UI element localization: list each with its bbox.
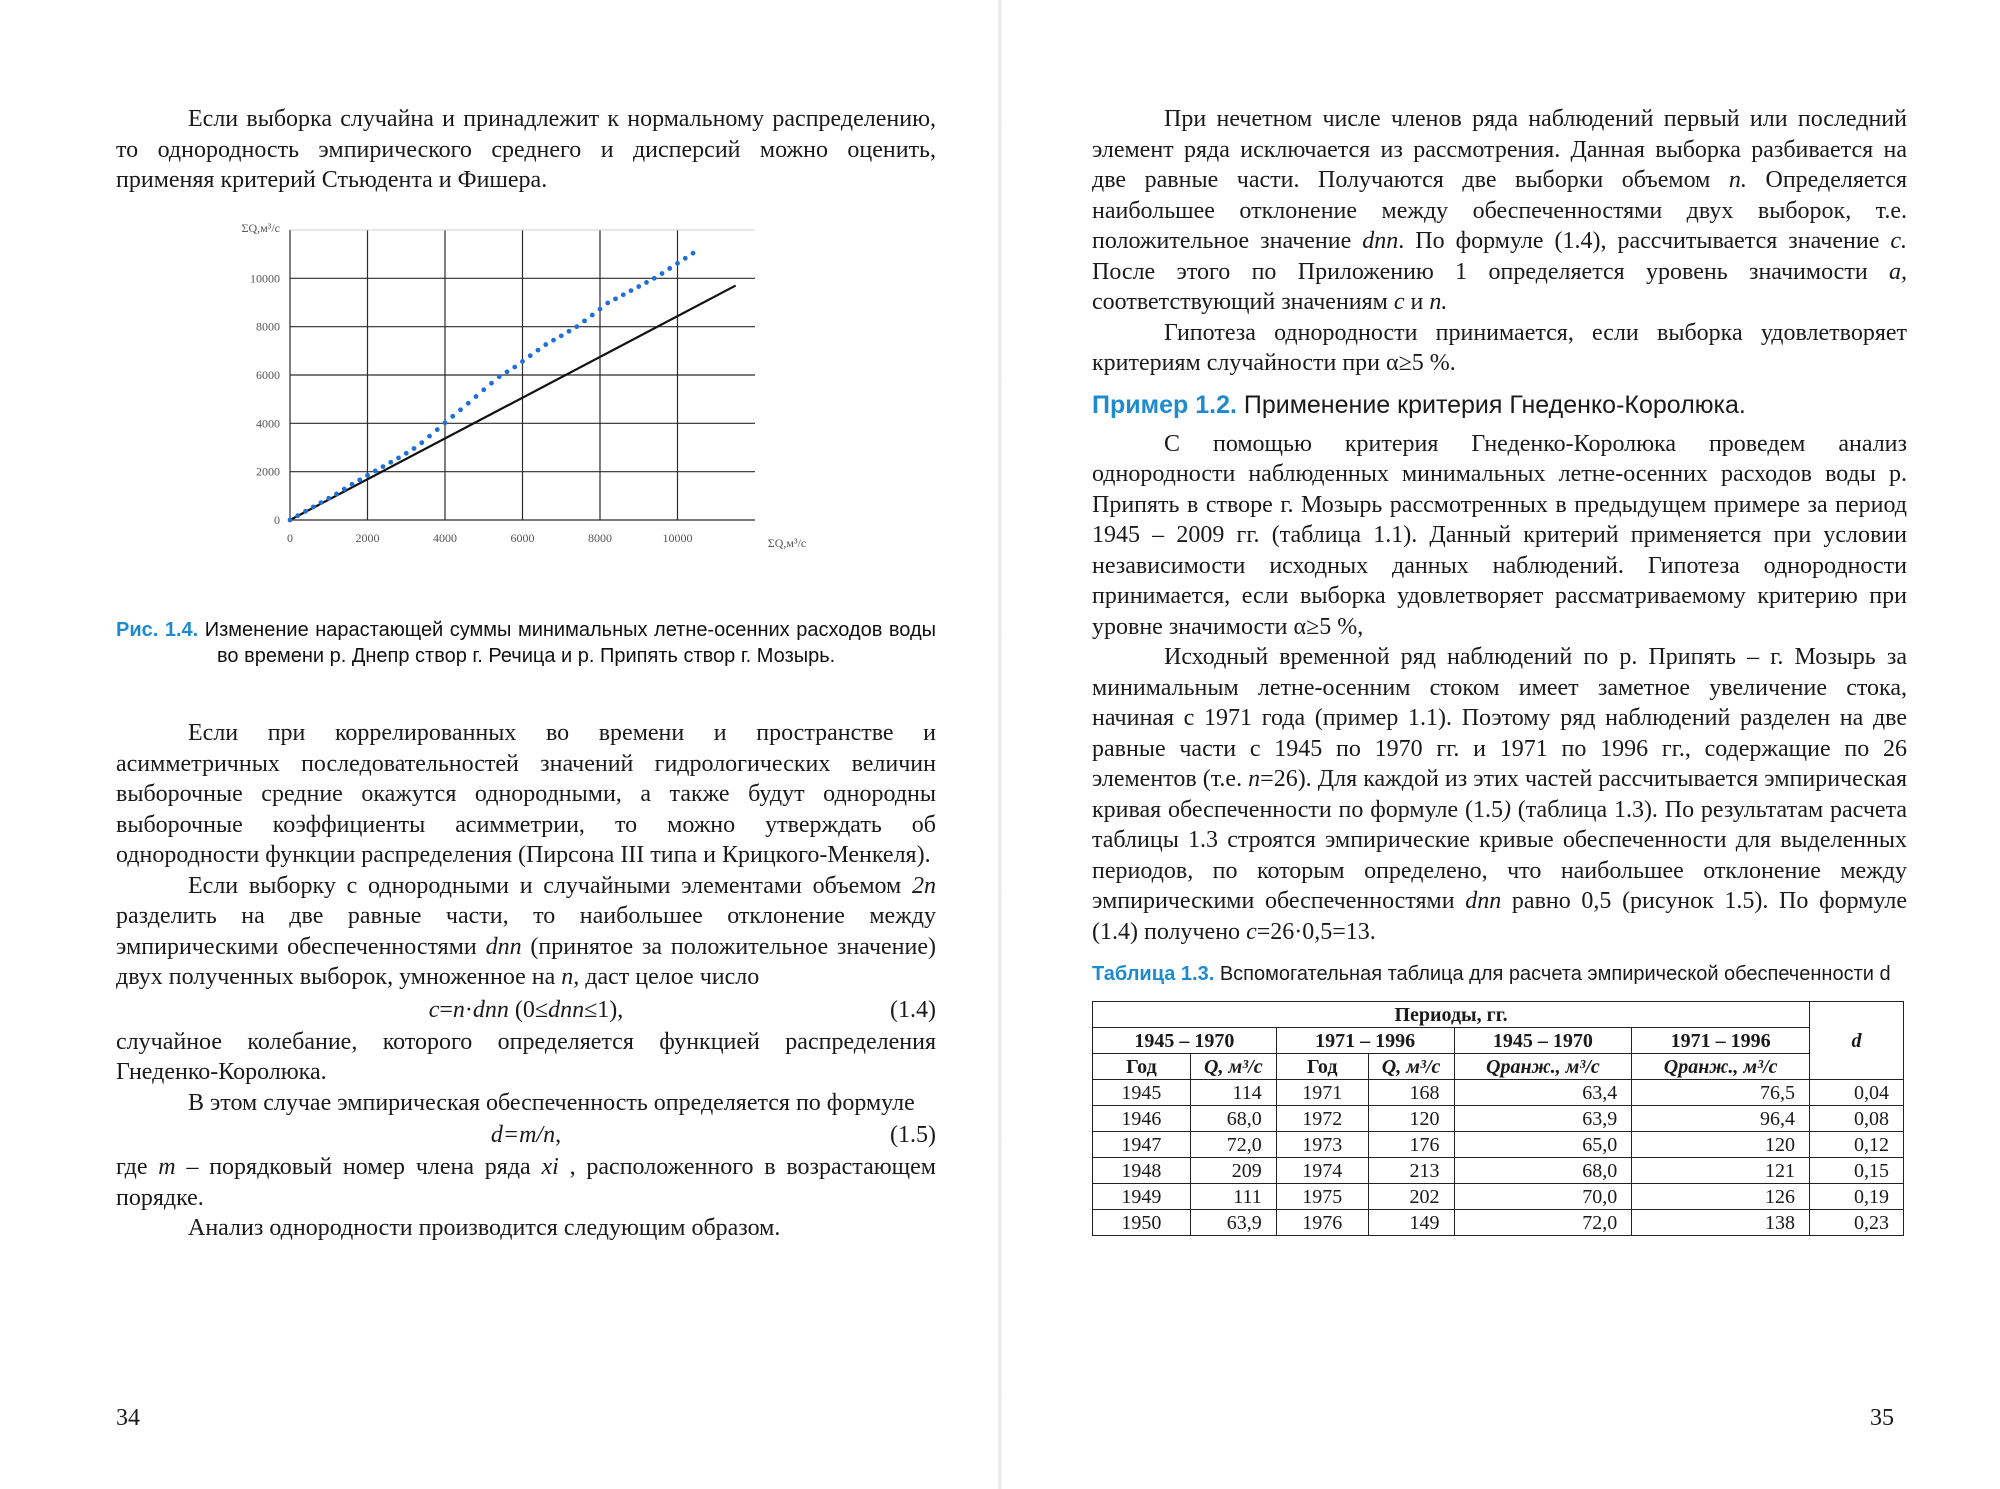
data-point [567,329,572,334]
table-row [1093,1184,1904,1210]
formula-1-4-expression [116,993,936,1027]
x-tick-label: 0 [287,531,293,545]
rp1-text-3: . По формуле (1.4), рассчитывается значение [1398,228,1891,254]
para3-text-1: Если выборку с однородными и случайными элементами объемом [188,872,912,899]
right-paragraph-4 [1092,642,1907,947]
y-axis-label: ΣQ,м³/с [241,221,280,235]
example-label: Пример 1.2. [1092,390,1237,419]
header-group-4: 1971 – 1996 [1632,1028,1810,1054]
para3-text-4: даст целое число [579,964,760,990]
f14-cond-dnn: dnn [548,996,585,1023]
left-paragraph-3 [116,871,936,993]
table-row [1093,1158,1904,1184]
cell: 0,08 [1810,1106,1904,1132]
y-tick-label: 10000 [250,271,280,286]
right-paragraph-3: С помощью критерия Гнеденко-Королюка проведем анализ однородности наблюденных минимальных летне-осенних расходов воды р. Припять в створе г. Мозырь рассмотренных в предыдущем примере за период 1945 – 2009 гг. (таблица 1.1). Данный критерий применяется при условии независимости исходных данных наблюдений. Гипотеза однородности принимается, если выборка удовлетворяет рассматриваемому критерию при уровне значимости α≥5 %, [1092,430,1907,640]
rp1-text-6: и [1404,289,1430,315]
data-point [373,469,378,474]
x-tick-label: 6000 [510,531,535,545]
left-intro-block [116,104,936,196]
data-point [326,496,331,501]
para6-text-2: – порядковый номер члена ряда [175,1154,542,1180]
cell: 68,0 [1454,1158,1632,1184]
data-point [636,284,641,289]
cell: 0,23 [1810,1210,1904,1236]
data-point [342,487,347,492]
data-point [334,492,339,497]
page-number-left: 34 [116,1405,140,1431]
rp4-var-n: n [1248,766,1261,792]
para6-text-1: где [116,1154,159,1180]
cell: 1971 [1276,1080,1368,1106]
formula-1-4-number: (1.4) [890,996,936,1023]
data-point [481,387,486,392]
rp4-text-5: =26·0,5=13. [1256,918,1376,945]
rp1-text-2: Определяется наибольшее отклонение между обеспеченностями двух выборок, т.е. положительное значение [1092,167,1907,254]
rp4-var-c: c [1246,918,1257,945]
header-q-rank-1: Qранж., м³/с [1454,1054,1632,1080]
cell: 1946 [1093,1106,1191,1132]
table-caption [1092,961,1907,987]
right-paragraph-1 [1092,104,1907,318]
cell: 209 [1190,1158,1276,1184]
data-point [350,482,355,487]
rp1-text-1: При нечетном числе членов ряда наблюдений первый или последний элемент ряда исключается из рассмотрения. Данная выборка разбивается на две равные части. Получаются две выборки объемом [1092,106,1907,193]
cell: 121 [1632,1158,1810,1184]
cell: 96,4 [1632,1106,1810,1132]
header-q-2: Q, м³/с [1368,1054,1454,1080]
cell: 0,04 [1810,1080,1904,1106]
formula-1-5 [116,1118,936,1152]
data-point [605,301,610,306]
data-point [388,460,393,465]
cell: 63,9 [1190,1210,1276,1236]
formula-1-4 [116,993,936,1027]
cell: 76,5 [1632,1080,1810,1106]
data-point [497,374,502,379]
data-point [660,271,665,276]
para6-var-m: m [158,1154,176,1180]
f14-dnn: dnn [472,996,509,1023]
cell: 1973 [1276,1132,1368,1158]
data-point [450,414,455,419]
example-title: Применение критерия Гнеденко-Королюка. [1243,390,1746,419]
cell: 65,0 [1454,1132,1632,1158]
para3-var-n: n, [561,964,580,990]
f14-cond-open: (0≤ [508,996,549,1023]
left-paragraph-6 [116,1152,936,1213]
rp4-text-3: (таблица 1.3). По результатам расчета таблицы 1.3 строятся эмпирические кривые обеспеченности для выделенных периодов, по которым определено, что наибольшее отклонение между эмпирическими обеспеченностями [1092,796,1908,914]
cell: 0,19 [1810,1184,1904,1210]
cell: 72,0 [1454,1210,1632,1236]
cell: 68,0 [1190,1106,1276,1132]
data-point [652,276,657,281]
data-point [590,313,595,318]
left-paragraph-1: Если выборка случайна и принадлежит к нормальному распределению, то однородность эмпирического среднего и дисперсий можно оценить, применяя критерий Стьюдента и Фишера. [116,106,936,193]
data-point [667,266,672,271]
table-header-row-3 [1093,1054,1904,1080]
para3-var-dnn: dnn [485,933,522,960]
cell: 1950 [1093,1210,1191,1236]
x-axis-label: ΣQ,м³/с [767,536,807,550]
rp4-text-4: равно 0,5 (рисунок 1.5). По формуле (1.4) получено [1092,888,1907,945]
data-point [559,333,564,338]
cell: 1948 [1093,1158,1191,1184]
y-tick-label: 0 [274,513,280,527]
table-row [1093,1080,1904,1106]
data-point [675,261,680,266]
header-group-2: 1971 – 1996 [1276,1028,1454,1054]
data-point [505,369,510,374]
cell: 63,9 [1454,1106,1632,1132]
figure-1-4-chart [215,215,807,570]
header-d: d [1810,1002,1904,1080]
table-header-row-1 [1093,1002,1904,1028]
para3-text-2: разделить на две равные части, то наибольшее отклонение между эмпирическими обеспеченностями [116,903,936,960]
formula-1-5-expression: d=m/n, [490,1122,562,1148]
para6-var-xi: xi [541,1154,559,1180]
header-q-1: Q, м³/с [1190,1054,1276,1080]
data-point [466,401,471,406]
data-point [691,251,696,256]
data-point [311,505,316,510]
table-row [1093,1106,1904,1132]
data-point [621,292,626,297]
data-point [419,440,424,445]
y-tick-label: 6000 [256,368,280,382]
x-tick-label: 8000 [588,531,612,545]
data-point [474,394,479,399]
cell: 149 [1368,1210,1454,1236]
cell: 1974 [1276,1158,1368,1184]
cell: 1949 [1093,1184,1191,1210]
cell: 176 [1368,1132,1454,1158]
rp1-var-n2: n. [1429,289,1448,315]
right-page [1000,0,2000,1489]
x-tick-label: 2000 [355,531,380,545]
data-point [613,296,618,301]
cell: 126 [1632,1184,1810,1210]
reference-line [290,286,736,520]
data-point [528,353,533,358]
data-point [404,451,409,456]
cell: 1976 [1276,1210,1368,1236]
data-point [543,342,548,347]
rp1-var-dnn: dnn [1362,228,1399,254]
data-point [536,348,541,353]
figure-caption-body: Изменение нарастающей суммы минимальных летне-осенних расходов воды во времени р. Днепр створ г. Речица и р. Припять створ г. Мозырь. [204,619,936,667]
rp4-text-2: =26). Для каждой из этих частей рассчитывается эмпирическая кривая обеспеченности по формуле (1.5 [1092,766,1908,823]
header-year-1: Год [1093,1054,1191,1080]
data-point [574,324,579,329]
chart-svg [215,215,807,570]
rp1-var-c2: c [1393,289,1405,315]
data-point [288,518,293,523]
formula-1-5-number: (1.5) [890,1122,936,1148]
data-point [303,509,308,514]
figure-label: Рис. 1.4. [116,619,199,641]
cell: 0,12 [1810,1132,1904,1158]
figure-caption [116,617,936,669]
figure-caption-text [116,617,936,669]
header-periods: Периоды, гг. [1093,1002,1810,1028]
left-paragraph-5: В этом случае эмпирическая обеспеченность определяется по формуле [188,1089,915,1116]
cell: 168 [1368,1080,1454,1106]
left-paragraph-4: случайное колебание, которого определяется функцией распределения Гнеденко-Королюка. [116,1028,936,1085]
para3-var-2n: 2n [912,872,936,899]
cell: 1972 [1276,1106,1368,1132]
y-tick-label: 8000 [256,319,280,334]
cell: 114 [1190,1080,1276,1106]
rp1-var-a: a, [1889,258,1907,285]
cell: 202 [1368,1184,1454,1210]
data-point [435,427,440,432]
para6-text-3: , расположенного в возрастающем порядке. [116,1154,936,1211]
header-group-1: 1945 – 1970 [1093,1028,1277,1054]
data-point [520,359,525,364]
data-point [683,256,688,261]
header-group-3: 1945 – 1970 [1454,1028,1632,1054]
data-point [319,500,324,505]
header-q-rank-2: Qранж., м³/с [1632,1054,1810,1080]
rp1-text-4: После этого по Приложению 1 определяется уровень значимости [1092,258,1889,285]
f14-c: c [428,996,440,1023]
f14-n: n [452,996,465,1023]
right-main-block [1092,104,1907,1236]
left-paragraph-7: Анализ однородности производится следующим образом. [188,1215,781,1241]
y-tick-label: 2000 [256,464,280,479]
rp1-var-n: n. [1728,167,1747,193]
table-header-row-2 [1093,1028,1904,1054]
cell: 1947 [1093,1132,1191,1158]
data-point [629,288,634,293]
f14-eq: = [439,996,453,1023]
cell: 72,0 [1190,1132,1276,1158]
data-point [381,464,386,469]
table-row [1093,1210,1904,1236]
rp1-text-5: соответствующий значениям [1092,289,1394,315]
y-tick-label: 4000 [256,416,280,431]
data-point [443,420,448,425]
cell: 138 [1632,1210,1810,1236]
table-caption-text [1092,961,1907,987]
data-point [582,318,587,323]
data-point [295,513,300,518]
table-caption-body: Вспомогательная таблица для расчета эмпирической обеспеченности d [1219,963,1891,985]
header-year-2: Год [1276,1054,1368,1080]
data-point [357,477,362,482]
x-tick-label: 10000 [662,531,693,545]
data-point [489,381,494,386]
right-paragraph-2: Гипотеза однородности принимается, если выборка удовлетворяет критериям случайности при α≥5 %. [1092,319,1907,376]
cell: 111 [1190,1184,1276,1210]
cell: 1975 [1276,1184,1368,1210]
cell: 63,4 [1454,1080,1632,1106]
data-point [396,455,401,460]
x-tick-label: 4000 [433,531,457,545]
cell: 120 [1368,1106,1454,1132]
table-row [1093,1132,1904,1158]
left-main-block [116,718,936,1244]
cell: 1945 [1093,1080,1191,1106]
left-paragraph-2: Если при коррелированных во времени и пространстве и асимметричных последовательностей значений гидрологических величин выборочные средние окажутся однородными, а также будут однородны выборочные коэффициенты асимметрии, то можно утверждать об однородности функции распределения (Пирсона III типа и Крицкого-Менкеля). [116,720,936,868]
data-point [598,307,603,312]
para3-text-3: (принятое за положительное значение) двух полученных выборок, умноженное на [116,933,936,990]
data-point [512,365,517,370]
f14-cond-close: ≤1), [584,996,624,1023]
data-point [644,280,649,285]
data-point [458,407,463,412]
example-heading [1092,389,1907,421]
table-label: Таблица 1.3. [1092,963,1215,985]
rp1-var-c: c. [1890,228,1907,254]
data-point [412,446,417,451]
cell: 120 [1632,1132,1810,1158]
f14-dot: · [464,996,473,1023]
table-1-3 [1092,1001,1904,1236]
data-point [551,338,556,343]
data-point [427,434,432,439]
cell: 213 [1368,1158,1454,1184]
rp4-text-1: Исходный временной ряд наблюдений по р. Припять – г. Мозырь за минимальным летне-осенним стоком имеет заметное увеличение стока, начиная с 1971 года (пример 1.1). Поэтому ряд наблюдений разделен на две равные части с 1945 по 1970 гг. и 1971 по 1996 гг., содержащие по 26 элементов (т.е. [1092,644,1907,792]
rp4-paren: ) [1502,796,1511,823]
cell: 70,0 [1454,1184,1632,1210]
rp4-var-dnn: dnn [1465,888,1502,914]
cell: 0,15 [1810,1158,1904,1184]
page-number-right: 35 [1870,1405,1894,1431]
data-point [365,473,370,478]
